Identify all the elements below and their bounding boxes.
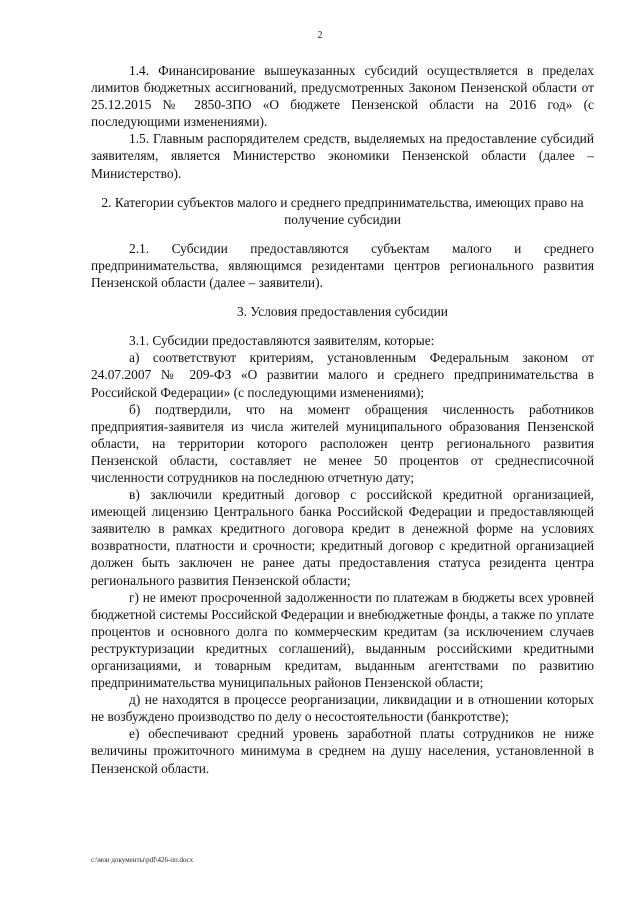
paragraph-3-1-b: б) подтвердили, что на момент обращения численность работников предприятия-заявителя из числа жителей муниципального образования Пензенской области, на территории которого расположен центр регионального развития Пензенской области, составляет не менее 50 процентов от среднесписочной численности сотрудников на последнюю отчетную дату; — [91, 401, 594, 485]
page-number: 2 — [317, 30, 323, 41]
paragraph-3-1-d: д) не находятся в процессе реорганизации, ликвидации и в отношении которых не возбуждено производство по делу о несостоятельности (банкротстве); — [91, 692, 594, 725]
paragraph-1-4: 1.4. Финансирование вышеуказанных субсидий осуществляется в пределах лимитов бюджетных ассигнований, предусмотренных Законом Пензенской области от 25.12.2015 № 2850-ЗПО «О бюджете Пензенской области на 2016 год» (с последующими изменениями). — [91, 63, 594, 130]
paragraph-2-1: 2.1. Субсидии предоставляются субъектам малого и среднего предпринимательства, являющимся резидентами центров регионального развития Пензенской области (далее – заявители). — [91, 240, 594, 291]
paragraph-3-1-g: г) не имеют просроченной задолженности по платежам в бюджеты всех уровней бюджетной системы Российской Федерации и внебюджетные фонды, а также по уплате процентов и основного долга по коммерческим кредитам (за исключением случаев реструктуризации кредитных соглашений), выданным российскими кредитными организациями, и товарным кредитам, выданным агентствами по развитию предпринимательства муниципальных районов Пензенской области; — [91, 589, 594, 691]
paragraph-3-1-a: а) соответствуют критериям, установленным Федеральным законом от 24.07.2007 № 209-ФЗ «О развитии малого и среднего предпринимательства в Российской Федерации» (с последующими изменениями); — [91, 350, 594, 400]
document-body — [91, 62, 594, 777]
paragraph-3-1: 3.1. Субсидии предоставляются заявителям, которые: — [129, 333, 435, 349]
paragraph-3-1-e: е) обеспечивают средний уровень заработной платы сотрудников не ниже величины прожиточного минимума в среднем на душу населения, установленной в Пензенской области. — [91, 726, 594, 776]
paragraph-3-1-v: в) заключили кредитный договор с российской кредитной организацией, имеющей лицензию Центрального банка Российской Федерации и предоставляющей заявителю в рамках кредитного договора кредит в денежной форме на условиях возвратности, платности и срочности; кредитный договор с кредитной организацией должен быть заключен не ранее даты предоставления статуса резидента центра регионального развития Пензенской области; — [91, 487, 594, 588]
file-path-footer: c:\мои документы\pdf\426-пп.docx — [91, 856, 194, 864]
paragraph-1-5: 1.5. Главным распорядителем средств, выделяемых на предоставление субсидий заявителям, является Министерство экономики Пензенской области (далее – Министерство). — [91, 131, 594, 181]
section-heading-2: 2. Категории субъектов малого и среднего предпринимательства, имеющих право на получение субсидии — [101, 194, 584, 227]
section-heading-3: 3. Условия предоставления субсидии — [237, 304, 448, 320]
